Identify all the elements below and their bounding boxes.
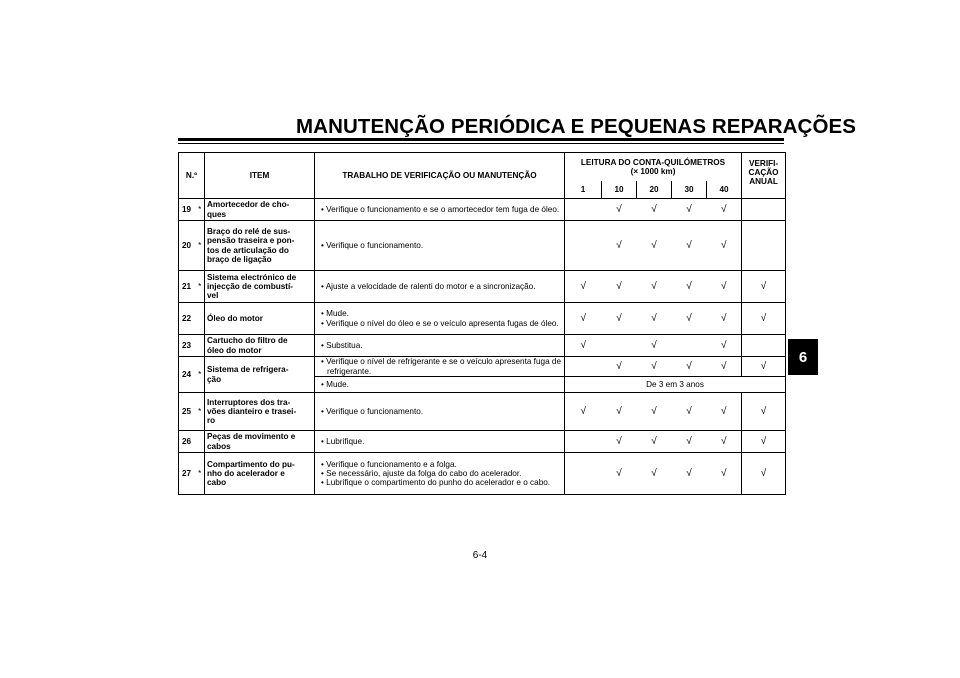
check-km-20: √ [637,393,672,431]
check-km-1: √ [565,393,602,431]
check-km-20: √ [637,431,672,453]
check-km-30 [672,335,707,357]
header-no: N.º [179,153,205,199]
header-km-40: 40 [707,181,742,199]
check-km-1 [565,431,602,453]
check-annual [742,199,786,221]
check-km-30: √ [672,453,707,495]
check-km-30: √ [672,303,707,335]
check-annual: √ [742,357,786,377]
check-km-30: √ [672,271,707,303]
row-item [205,271,315,303]
maintenance-table [178,152,786,495]
check-km-40: √ [707,357,742,377]
check-km-30: √ [672,357,707,377]
row-item [205,199,315,221]
row-work-line: • Lubrifique. [321,436,365,446]
check-annual: √ [742,271,786,303]
check-km-10 [602,335,637,357]
row-number: 20 [179,221,196,271]
row-item-label: Amortecedor de cho- ques [207,200,290,219]
check-km-30: √ [672,431,707,453]
check-km-20: √ [637,303,672,335]
table-row [179,199,786,221]
row-work-line: • Se necessário, ajuste da folga do cabo do acelerador. [321,468,522,478]
row-work-line: • Verifique o nível do óleo e se o veículo apresenta fugas de óleo. [321,318,559,328]
table-row [179,303,786,335]
header-km-10: 10 [602,181,637,199]
row-work [315,271,565,303]
row-item-label: Sistema de refrigera- ção [207,365,289,384]
row-work [315,199,565,221]
row-star-marker [196,431,205,453]
row-work-line: • Verifique o funcionamento e se o amortecedor tem fuga de óleo. [321,204,560,214]
check-km-1: √ [565,335,602,357]
row-star-marker [196,303,205,335]
row-work-line: • Substitua. [321,340,363,350]
check-km-40: √ [707,303,742,335]
row-work-line: • Mude. [321,309,349,319]
page-number: 6-4 [472,550,488,561]
row-work [315,377,565,393]
row-work [315,303,565,335]
table-row [179,453,786,495]
row-number: 24 [179,357,196,393]
interval-span: De 3 em 3 anos [565,377,786,393]
row-item-label: Peças de movimento e cabos [207,432,296,451]
check-km-20: √ [637,271,672,303]
table-row [179,431,786,453]
row-item-label: Óleo do motor [207,313,263,323]
table-row [179,335,786,357]
row-star-marker: * [196,453,205,495]
chapter-tab[interactable]: 6 [788,339,818,375]
check-km-1: √ [565,303,602,335]
check-km-10: √ [602,393,637,431]
check-km-1 [565,199,602,221]
check-km-1: √ [565,271,602,303]
row-star-marker [196,335,205,357]
row-work-line: • Mude. [321,379,349,389]
row-star-marker: * [196,221,205,271]
row-item [205,431,315,453]
table-row [179,221,786,271]
row-work [315,453,565,495]
row-work [315,335,565,357]
check-annual [742,335,786,357]
check-km-10: √ [602,221,637,271]
row-item [205,221,315,271]
row-item [205,453,315,495]
header-odometer-label: LEITURA DO CONTA-QUILÓMETROS [580,157,726,167]
check-km-10: √ [602,303,637,335]
table-row [179,357,786,377]
row-item-label: Compartimento do pu- nho do acelerador e cabo [207,459,295,488]
row-work-line: • Ajuste a velocidade de ralenti do motor e a sincronização. [321,281,536,291]
check-km-10: √ [602,271,637,303]
check-km-10: √ [602,357,637,377]
header-item: ITEM [205,153,315,199]
row-item [205,357,315,393]
row-star-marker: * [196,357,205,393]
row-star-marker: * [196,271,205,303]
check-km-40: √ [707,431,742,453]
check-km-30: √ [672,221,707,271]
row-number: 23 [179,335,196,357]
row-number: 27 [179,453,196,495]
header-km-1: 1 [565,181,602,199]
check-km-1 [565,357,602,377]
row-work [315,393,565,431]
row-item [205,303,315,335]
check-km-40: √ [707,453,742,495]
row-work-line: • Verifique o funcionamento e a folga. [321,459,457,469]
row-work-line: • Lubrifique o compartimento do punho do acelerador e o cabo. [321,478,551,488]
check-annual: √ [742,303,786,335]
row-work [315,357,565,377]
row-item-label: Braço do relé de sus- pensão traseira e pon- tos de articulação do braço de ligação [207,227,295,264]
page-title: MANUTENÇÃO PERIÓDICA E PEQUENAS REPARAÇÕES [296,115,857,138]
row-work-line: • Verifique o nível de refrigerante e se o veículo apresenta fuga de refrigerante. [321,357,562,376]
header-km-30: 30 [672,181,707,199]
check-km-40: √ [707,393,742,431]
header-km-20: 20 [637,181,672,199]
check-km-40: √ [707,335,742,357]
header-work: TRABALHO DE VERIFICAÇÃO OU MANUTENÇÃO [315,153,565,199]
row-item-label: Cartucho do filtro de óleo do motor [207,336,288,355]
row-work-line: • Verifique o funcionamento. [321,406,424,416]
row-item-label: Interruptores dos tra- vões dianteiro e trasei- ro [207,397,297,426]
check-km-10: √ [602,453,637,495]
title-rule-thick [178,138,784,141]
check-annual: √ [742,431,786,453]
check-km-30: √ [672,393,707,431]
check-km-40: √ [707,271,742,303]
check-km-30: √ [672,199,707,221]
check-km-10: √ [602,199,637,221]
row-item [205,393,315,431]
title-rule-thin [178,143,784,144]
check-km-20: √ [637,453,672,495]
check-km-10: √ [602,431,637,453]
check-km-20: √ [637,199,672,221]
row-number: 19 [179,199,196,221]
row-star-marker: * [196,393,205,431]
check-km-40: √ [707,199,742,221]
row-star-marker: * [196,199,205,221]
table-row [179,393,786,431]
row-number: 26 [179,431,196,453]
row-number: 25 [179,393,196,431]
check-annual: √ [742,393,786,431]
check-km-20: √ [637,357,672,377]
row-item [205,335,315,357]
row-item-label: Sistema electrónico de injecção de combustí- vel [207,272,297,301]
check-km-20: √ [637,221,672,271]
check-km-20: √ [637,335,672,357]
header-odometer [565,153,742,181]
row-work [315,221,565,271]
check-km-1 [565,453,602,495]
check-annual: √ [742,453,786,495]
row-work-line: • Verifique o funcionamento. [321,240,424,250]
header-verif: VERIFI- CAÇÃO ANUAL [742,153,786,199]
check-annual [742,221,786,271]
row-work [315,431,565,453]
table-row [179,271,786,303]
check-km-1 [565,221,602,271]
header-odometer-unit: (× 1000 km) [630,166,676,176]
check-km-40: √ [707,221,742,271]
row-number: 22 [179,303,196,335]
row-number: 21 [179,271,196,303]
